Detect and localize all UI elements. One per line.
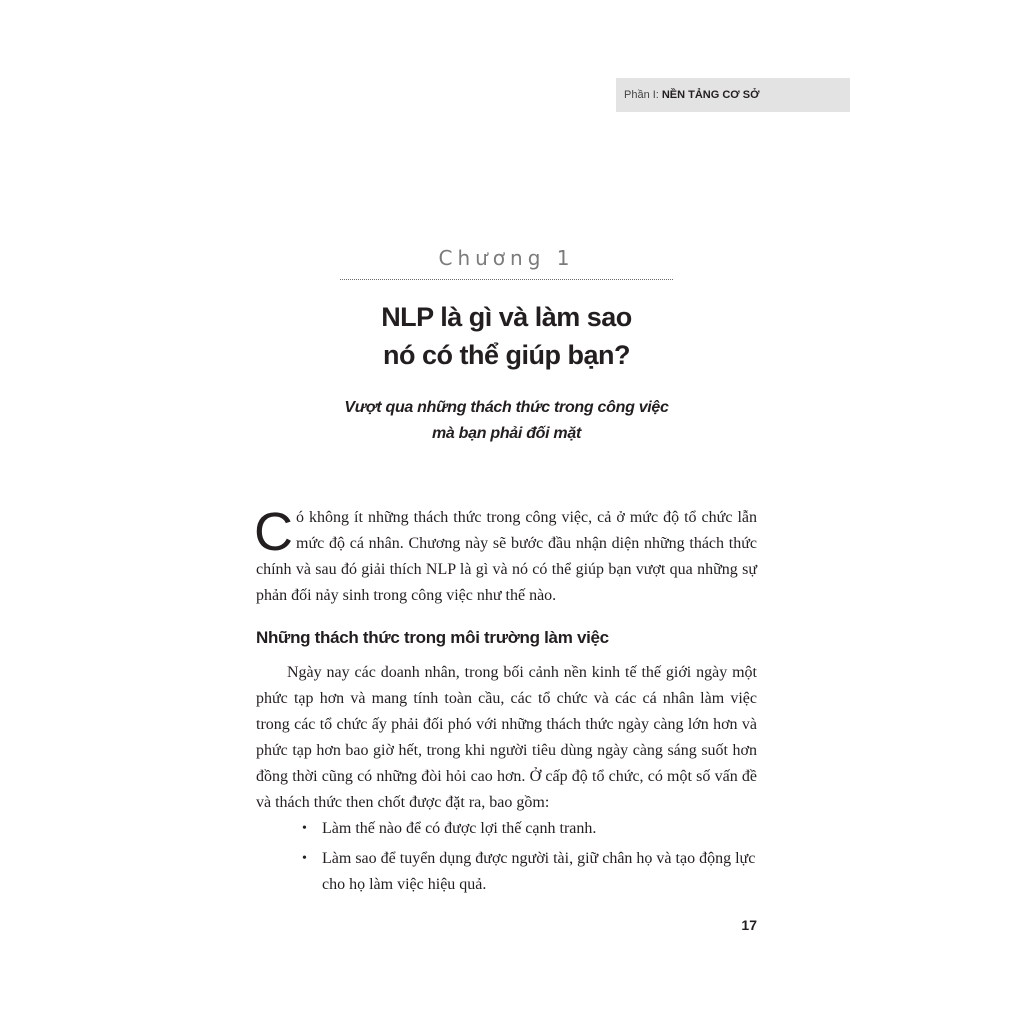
list-item: [302, 816, 757, 842]
body-paragraph: Ngày nay các doanh nhân, trong bối cảnh nền kinh tế thế giới ngày một phức tạp hơn và mang tính toàn cầu, các tổ chức và các cá nhân làm việc trong các tổ chức ấy phải đối phó với những thách thức ngày càng lớn hơn và phức tạp hơn bao giờ hết, trong khi người tiêu dùng ngày càng sáng suốt hơn đồng thời cũng có những đòi hỏi cao hơn. Ở cấp độ tổ chức, có một số vấn đề và thách thức then chốt được đặt ra, bao gồm:: [256, 664, 757, 811]
chapter-title-line-1: NLP là gì và làm sao: [381, 302, 632, 332]
page-number: 17: [741, 917, 757, 933]
chapter-subtitle-line-1: Vượt qua những thách thức trong công việc: [344, 399, 669, 416]
chapter-label: Chương 1: [438, 246, 575, 270]
bullet-icon: •: [302, 851, 307, 866]
bullet-text: Làm sao để tuyển dụng được người tài, giữ chân họ và tạo động lực cho họ làm việc hiệu quả.: [322, 850, 756, 893]
drop-cap: C: [254, 502, 293, 562]
chapter-subtitle: [300, 395, 713, 447]
chapter-title: [300, 298, 713, 374]
part-name: NỀN TẢNG CƠ SỞ: [661, 89, 760, 101]
bullet-text: Làm thế nào để có được lợi thế cạnh tranh.: [322, 820, 597, 837]
chapter-title-line-2: nó có thể giúp bạn?: [383, 340, 630, 370]
section-heading: Những thách thức trong môi trường làm việc: [256, 628, 609, 647]
intro-paragraph: [254, 502, 757, 609]
bullet-icon: •: [302, 821, 307, 836]
section-tab: [616, 78, 850, 112]
part-label: Phần I:: [624, 89, 659, 101]
chapter-subtitle-line-2: mà bạn phải đối mặt: [432, 425, 581, 442]
chapter-divider: [340, 279, 673, 280]
list-item: [302, 846, 757, 898]
intro-text: ó không ít những thách thức trong công việc, cả ở mức độ tổ chức lẫn mức độ cá nhân. Chương này sẽ bước đầu nhận diện những thách thức chính và sau đó giải thích NLP là gì và nó có thể giúp bạn vượt qua những sự phản đối nảy sinh trong công việc như thế nào.: [256, 509, 757, 604]
bullet-list: [302, 816, 757, 902]
